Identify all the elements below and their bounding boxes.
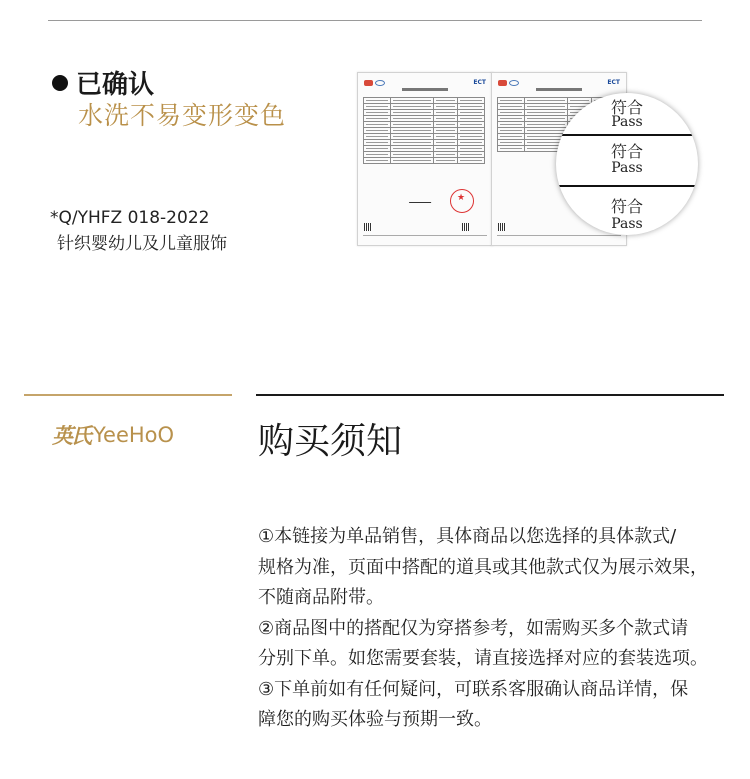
notice-divider — [256, 394, 724, 396]
report-seal-icon — [375, 80, 385, 86]
pass-en-3: Pass — [611, 216, 643, 232]
notice-line: 分别下单。如您需要套装，请直接选择对应的套装选项。 — [258, 648, 708, 669]
pass-cn-3: 符合 — [610, 197, 643, 216]
qr-code-icon — [498, 223, 506, 231]
notice-line: 不随商品附带。 — [258, 587, 384, 608]
notice-line: ③下单前如有任何疑问，可联系客服确认商品详情，保 — [258, 678, 689, 700]
notice-line: 障您的购买体验与预期一致。 — [258, 709, 492, 730]
confirm-subtitle: 水洗不易变形变色 — [78, 101, 287, 130]
test-report-image-1 — [357, 72, 493, 246]
pass-cn-1: 符合 — [610, 98, 643, 117]
report-logo-icon — [364, 80, 373, 86]
notice-line: ①本链接为单品销售，具体商品以您选择的具体款式/ — [258, 526, 677, 547]
report-logo-icon — [498, 80, 507, 86]
top-divider — [48, 20, 702, 21]
report-seal-icon — [509, 80, 519, 86]
bullet-icon — [52, 75, 68, 91]
brand-divider — [24, 394, 232, 396]
pass-en-2: Pass — [611, 160, 643, 176]
notice-line: ②商品图中的搭配仅为穿搭参考，如需购买多个款式请 — [258, 617, 689, 639]
confirm-title: 已确认 — [76, 70, 155, 100]
notice-body — [258, 522, 728, 736]
standard-name: 针织婴幼儿及儿童服饰 — [57, 234, 227, 254]
brand-logo-cn: 英氏 — [52, 423, 90, 448]
qr-code-icon — [462, 223, 470, 231]
pass-cn-2: 符合 — [610, 142, 643, 161]
magnifier-zoom — [556, 93, 698, 235]
standard-code: *Q/YHFZ 018-2022 — [50, 208, 210, 228]
brand-logo — [52, 420, 174, 450]
notice-title: 购买须知 — [258, 421, 403, 462]
qr-code-icon — [364, 223, 372, 231]
report-brand-logo: ECT — [607, 79, 620, 86]
report-brand-logo: ECT — [473, 79, 486, 86]
red-seal-stamp — [450, 189, 474, 213]
notice-line: 规格为准，页面中搭配的道具或其他款式仅为展示效果， — [258, 556, 708, 578]
pass-en-1: Pass — [611, 114, 643, 130]
brand-logo-en: YeeHoO — [93, 423, 175, 447]
signature-mark — [409, 197, 433, 203]
